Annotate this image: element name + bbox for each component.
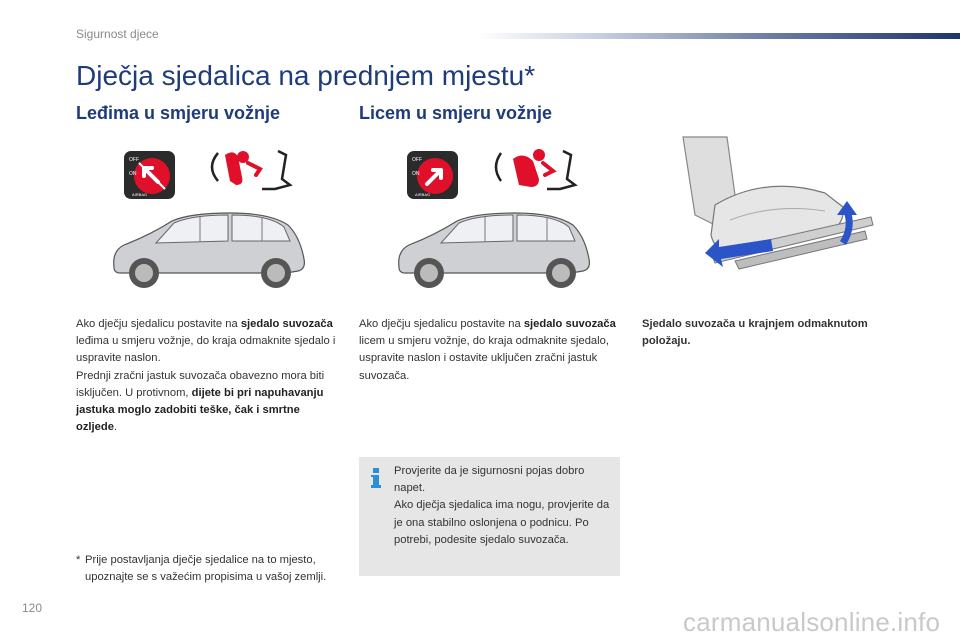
info-icon (369, 467, 383, 489)
forward-facing-illustration (393, 145, 598, 305)
heading-rear-facing: Leđima u smjeru vožnje (76, 103, 281, 123)
car-icon (114, 213, 305, 288)
svg-text:OFF: OFF (129, 157, 139, 163)
seat-adjust-illustration (675, 135, 885, 280)
rear-facing-seat-icon (212, 151, 290, 189)
rear-facing-text: Ako dječju sjedalicu postavite na sjedalo suvozača leđima u smjeru vožnje, do kraja odmaknite sjedalo i uspravite naslon. Prednji zračni jastuk suvozača obavezno mora biti isključen. U protivnom, dijete bi pri napuhavanju jastuka moglo zadobiti teške, čak i smrtne ozljede. (76, 318, 336, 434)
page-title: Dječja sjedalica na prednjem mjestu* (76, 60, 536, 91)
svg-text:OFF: OFF (412, 157, 422, 163)
car-icon (399, 213, 590, 288)
svg-text:AIRBAG: AIRBAG (132, 192, 148, 197)
heading-forward-facing: Licem u smjeru vožnje (359, 103, 553, 123)
forward-facing-seat-icon (496, 149, 575, 189)
svg-text:ON: ON (412, 171, 420, 177)
info-text: Provjerite da je sigurnosni pojas dobro napet. Ako dječja sjedalica ima nogu, provjerite da je ona stabilno oslonjena o podnicu. Po potrebi, podesite sjedalo suvozača. (394, 465, 610, 546)
airbag-on-label-icon (407, 151, 458, 199)
info-box (359, 457, 620, 576)
rear-facing-illustration (110, 145, 310, 305)
footnote: * Prije postavljanja dječje sjedalice na to mjesto, upoznajte se s važećim propisima u vašoj zemlji. (76, 554, 327, 584)
watermark: carmanualsonline.info (683, 607, 941, 637)
svg-text:ON: ON (129, 171, 137, 177)
svg-text:AIRBAG: AIRBAG (415, 192, 431, 197)
seat-caption: Sjedalo suvozača u krajnjem odmaknutom položaju. (642, 318, 868, 348)
forward-facing-text: Ako dječju sjedalicu postavite na sjedalo suvozača licem u smjeru vožnje, do kraja odmaknite sjedalo, uspravite naslon i ostavite uključen zračni jastuk suvozača. (359, 318, 616, 382)
page-number: 120 (22, 601, 43, 615)
header-bar (478, 33, 960, 39)
section-header: Sigurnost djece (76, 27, 159, 41)
airbag-warning-label-icon (124, 151, 175, 199)
